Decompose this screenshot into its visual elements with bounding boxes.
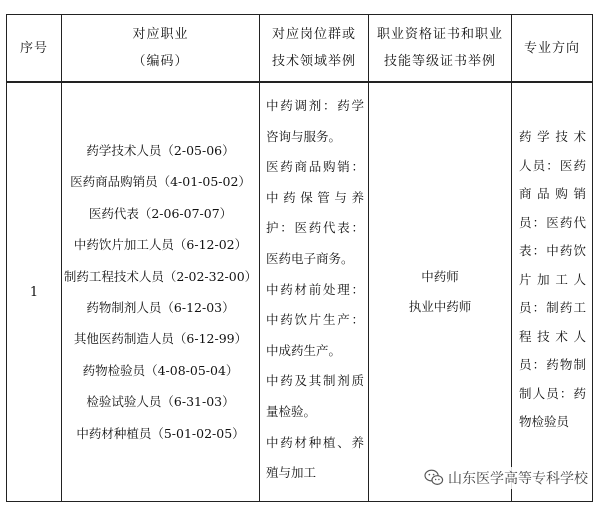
certificate-item: 执业中药师 [408,299,472,314]
occupation-item: 药物检验员（4-08-05-04） [82,362,239,378]
row-seq: 1 [7,82,62,502]
occupation-item: 药学技术人员（2-05-06） [86,142,235,158]
occupation-item: 医药商品购销员（4-01-05-02） [70,174,251,190]
watermark-text: 山东医学高等专科学校 [448,471,588,487]
occupation-item: 医药代表（2-06-07-07） [88,205,233,221]
occupation-item: 其他医药制造人员（6-12-99） [73,331,248,347]
occupation-item: 中药饮片加工人员（6-12-02） [73,237,248,253]
occupation-item: 制药工程技术人员（2-02-32-00） [63,268,258,284]
certificates-list [369,82,512,502]
occupation-table [6,14,593,502]
wechat-icon [424,469,444,487]
occupation-item: 药物制剂人员（6-12-03） [86,300,235,315]
header-positions: 对应岗位群或 技术领域举例 [260,15,369,82]
header-occupation: 对应职业 （编码） [62,15,260,82]
watermark [420,467,592,489]
positions-list: 中药调剂：药学 咨询与服务。 医药商品购销： 中药保管与养 护：医药代表： 医药电子商务。 中药材前处理： 中药饮片生产： 中成药生产。 中药及其制剂质 量检验。 中药材种植、养 殖与加工 [260,82,369,502]
occupation-item: 中药材种植员（5-01-02-05） [76,425,245,441]
header-direction: 专业方向 [512,15,593,82]
occupation-item: 检验试验人员（6-31-03） [86,394,235,410]
header-certificates: 职业资格证书和职业 技能等级证书举例 [369,15,512,82]
header-seq: 序号 [7,15,62,82]
occupation-list [62,82,260,502]
direction-list: 药学技术 人员：医药 商品购销 员：医药代 表：中药饮 片加工人 员：制药工 程技术人 员：药物制 制人员：药 物检验员 [512,82,593,502]
certificate-item: 中药师 [421,269,459,284]
